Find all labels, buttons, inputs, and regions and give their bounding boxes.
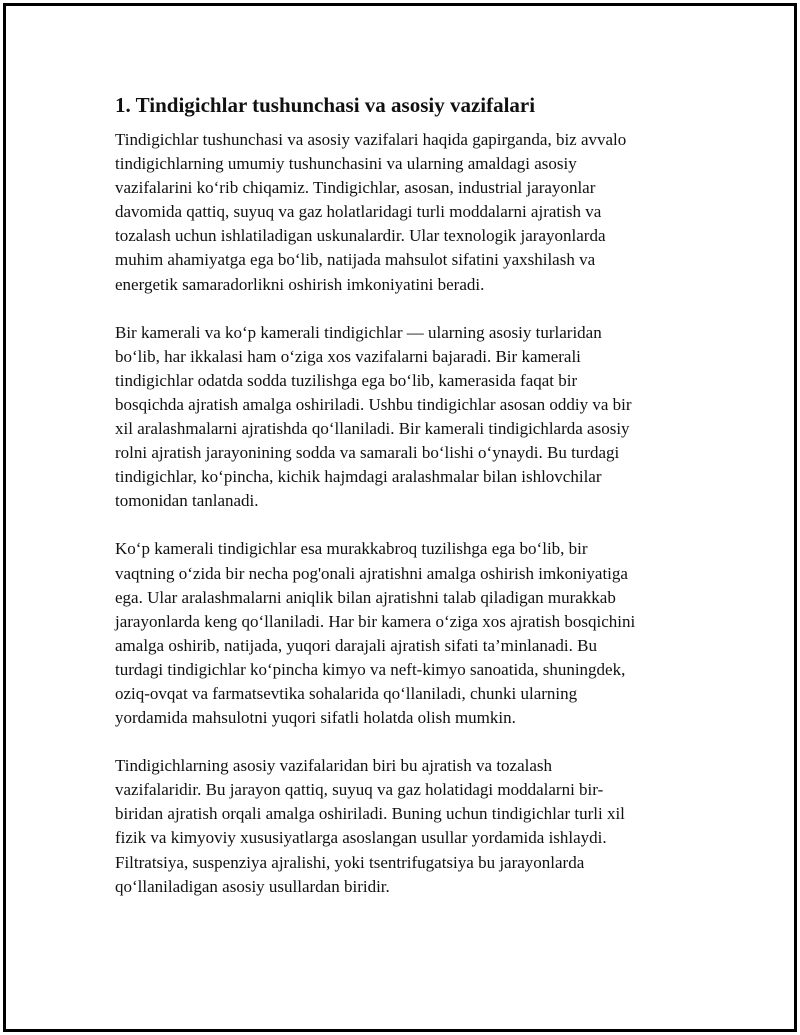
text-line: vazifalaridir. Bu jarayon qattiq, suyuq va gaz holatidagi moddalarni bir- bbox=[115, 780, 604, 800]
text-line: jarayonlarda keng qo‘llaniladi. Har bir kamera o‘ziga xos ajratish bosqichini bbox=[115, 611, 636, 631]
text-line: Tindigichlar tushunchasi va asosiy vazifalari haqida gapirganda, biz avvalo bbox=[115, 130, 627, 149]
document-body bbox=[115, 92, 687, 923]
paragraph-4 bbox=[115, 754, 687, 899]
text-line: muhim ahamiyatga ega bo‘lib, natijada mahsulot sifatini yaxshilash va bbox=[115, 250, 596, 270]
text-line: davomida qattiq, suyuq va gaz holatlaridagi turli moddalarni ajratish va bbox=[115, 202, 602, 222]
text-line: Bir kamerali va ko‘p kamerali tindigichlar — ularning asosiy turlaridan bbox=[115, 322, 602, 342]
text-line: vaqtning o‘zida bir necha pog'onali ajratishni amalga oshirish imkoniyatiga bbox=[115, 563, 628, 583]
text-line: yordamida mahsulotni yuqori sifatli holatda olish mumkin. bbox=[115, 708, 516, 728]
text-line: xil aralashmalarni ajratishda qo‘llaniladi. Bir kamerali tindigichlarda asosiy bbox=[115, 419, 630, 439]
text-line: bosqichda ajratish amalga oshiriladi. Ushbu tindigichlar asosan oddiy va bir bbox=[115, 394, 632, 414]
text-line: rolni ajratish jarayonining sodda va samarali bo‘lishi o‘ynaydi. Bu turdagi bbox=[115, 443, 620, 463]
text-line: Tindigichlarning asosiy vazifalaridan biri bu ajratish va tozalash bbox=[115, 756, 553, 776]
paragraph-3 bbox=[115, 537, 687, 730]
text-line: tomonidan tanlanadi. bbox=[115, 491, 259, 511]
paragraph-2 bbox=[115, 321, 687, 514]
section-heading: 1. Tindigichlar tushunchasi va asosiy vazifalari bbox=[115, 93, 536, 117]
text-line: Filtratsiya, suspenziya ajralishi, yoki tsentrifugatsiya bu jarayonlarda bbox=[115, 852, 585, 872]
paragraph-1 bbox=[115, 128, 687, 297]
text-line: bo‘lib, har ikkalasi ham o‘ziga xos vazifalarni bajaradi. Bir kamerali bbox=[115, 346, 581, 366]
text-line: qo‘llaniladigan asosiy usullardan biridir. bbox=[115, 876, 390, 896]
text-line: fizik va kimyoviy xususiyatlarga asoslangan usullar yordamida ishlaydi. bbox=[115, 828, 607, 848]
text-line: amalga oshirib, natijada, yuqori darajali ajratish sifati ta’minlanadi. Bu bbox=[115, 635, 597, 655]
text-line: ega. Ular aralashmalarni aniqlik bilan ajratishni talab qiladigan murakkab bbox=[115, 587, 616, 607]
text-line: oziq-ovqat va farmatsevtika sohalarida qo‘llaniladi, chunki ularning bbox=[115, 683, 578, 703]
text-line: tozalash uchun ishlatiladigan uskunalardir. Ular texnologik jarayonlarda bbox=[115, 226, 606, 246]
text-line: vazifalarini ko‘rib chiqamiz. Tindigichlar, asosan, industrial jarayonlar bbox=[115, 178, 596, 198]
text-line: tindigichlar, ko‘pincha, kichik hajmdagi aralashmalar bilan ishlovchilar bbox=[115, 467, 602, 487]
text-line: biridan ajratish orqali amalga oshiriladi. Buning uchun tindigichlar turli xil bbox=[115, 804, 625, 824]
text-line: tindigichlar odatda sodda tuzilishga ega bo‘lib, kamerasida faqat bir bbox=[115, 370, 578, 390]
text-line: energetik samaradorlikni oshirish imkoniyatini beradi. bbox=[115, 274, 485, 294]
text-line: tindigichlarning umumiy tushunchasini va ularning amaldagi asosiy bbox=[115, 154, 577, 174]
text-line: turdagi tindigichlar ko‘pincha kimyo va neft-kimyo sanoatida, shuningdek, bbox=[115, 659, 626, 679]
text-line: Ko‘p kamerali tindigichlar esa murakkabroq tuzilishga ega bo‘lib, bir bbox=[115, 539, 588, 559]
